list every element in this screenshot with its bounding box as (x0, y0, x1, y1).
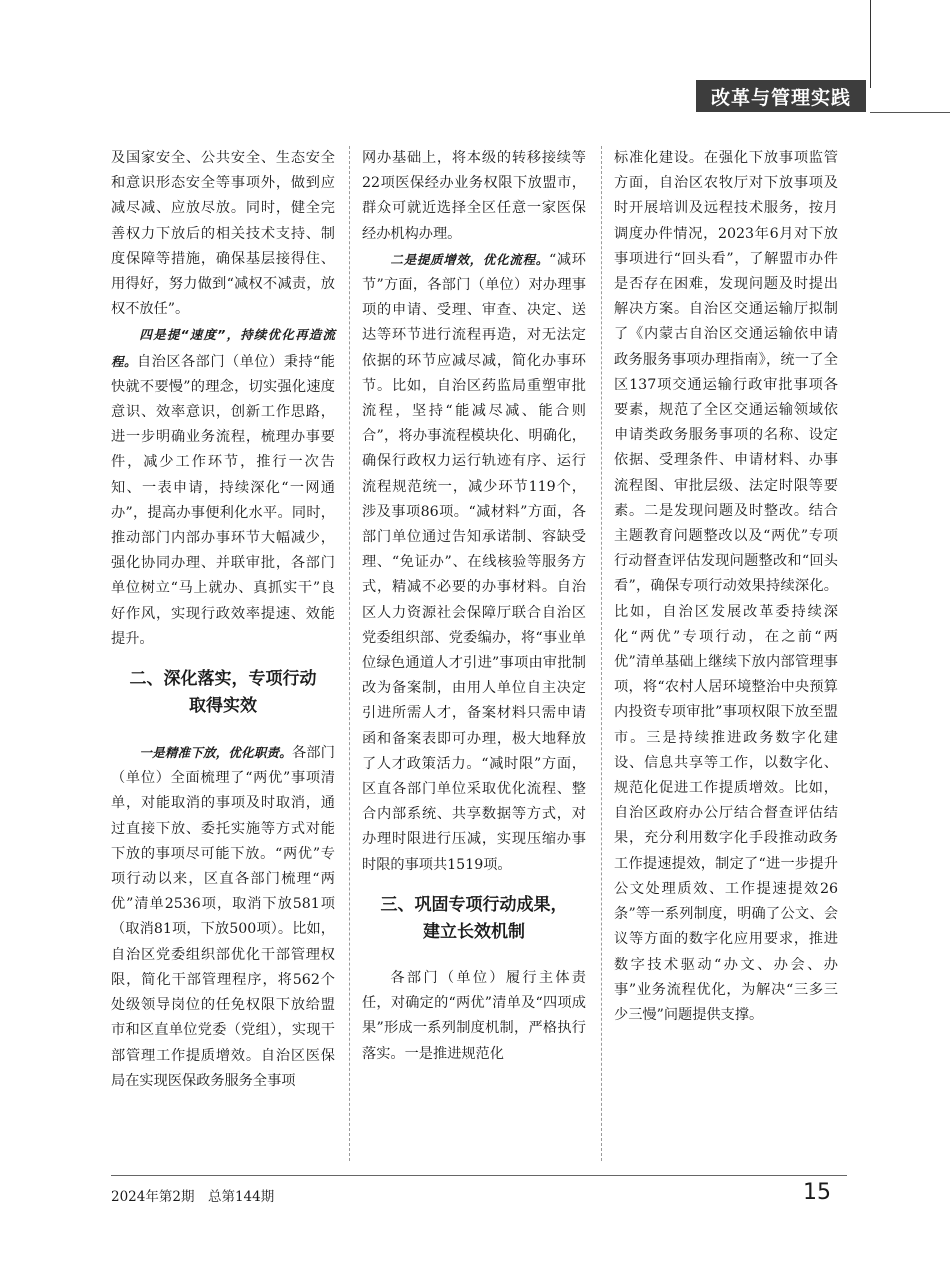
paragraph-body: 自治区各部门（单位）秉持“能快就不要慢”的理念，切实强化速度意识、效率意识，创新工作思路，进一步明确业务流程，梳理办事要件，减少工作环节，推行一次告知、一表申请，持续深化“一网通办”，提高办事便利化水平。同时，推动部门内部办事环节大幅减少，强化协同办理、并联审批，各部门单位树立“马上就办、真抓实干”良好作风，实现行政效率提速、效能提升。 (111, 353, 335, 647)
issue-info: 2024年第2期 总第144期 (111, 1189, 275, 1205)
paragraph: 各部门（单位）履行主体责任，对确定的“两优”清单及“四项成果”形成一系列制度机制，严格执行落实。一是推进规范化 (362, 969, 586, 1062)
section-heading-3 (362, 892, 586, 946)
heading-line: 二、深化落实，专项行动 (129, 669, 317, 690)
paragraph-lead: 二是提质增效，优化流程。 (390, 251, 549, 267)
article-column-1 (111, 146, 335, 1094)
page-number: 15 (803, 1180, 831, 1205)
paragraph-lead: 四是提“速度”，持续优化再造流程。 (111, 327, 335, 369)
section-banner: 改革与管理实践 (696, 80, 866, 112)
footer-rule (111, 1175, 847, 1176)
paragraph: 标准化建设。在强化下放事项监管方面，自治区农牧厅对下放事项及时开展培训及远程技术服务，按月调度办件情况，2023年6月对下放事项进行“回头看”，了解盟市办件是否存在困难，发现问题及时提出解决方案。自治区交通运输厅拟制了《内蒙古自治区交通运输依申请政务服务事项办理指南》，统一了全区137项交通运输行政审批事项各要素，规范了全区交通运输领域依申请类政务服务事项的名称、设定依据、受理条件、申请材料、办事流程图、审批层级、法定时限等要素。二是发现问题及时整改。结合主题教育问题整改以及“两优”专项行动督查评估发现问题整改和“回头看”，确保专项行动效果持续深化。比如，自治区发展改革委持续深化“两优”专项行动，在之前“两优”清单基础上继续下放内部管理事项，将“农村人居环境整治中央预算内投资专项审批”事项权限下放至盟市。三是持续推进政务数字化建设、信息共享等工作，以数字化、规范化促进工作提质增效。比如，自治区政府办公厅结合督查评估结果，充分利用数字化手段推动政务工作提速提效，制定了“进一步提升公文处理质效、工作提速提效26条”等一系列制度，明确了公文、会议等方面的数字化应用要求，推进数字技术驱动“办文、办会、办事”业务流程优化，为解决“三多三少三慢”问题提供支撑。 (614, 150, 838, 1023)
section-heading-2 (111, 666, 335, 720)
paragraph (111, 740, 335, 1094)
header-vertical-rule (870, 0, 871, 88)
article-column-2 (362, 146, 586, 1067)
paragraph-body: 各部门（单位）全面梳理了“两优”事项清单，对能取消的事项及时取消，通过直接下放、委托实施等方式对能下放的事项尽可能下放。“两优”专项行动以来，区直各部门梳理“两优”清单2536项，取消下放581项（取消81项，下放500项）。比如，自治区党委组织部优化干部管理权限，简化干部管理程序，将562个处级领导岗位的任免权限下放给盟市和区直单位党委（党组），实现干部管理工作提质增效。自治区医保局在实现医保政务服务全事项 (111, 745, 335, 1089)
paragraph-lead: 一是精准下放，优化职责。 (139, 745, 292, 761)
paragraph: 及国家安全、公共安全、生态安全和意识形态安全等事项外，做到应减尽减、应放尽放。同时，健全完善权力下放后的相关技术支持、制度保障等措施，确保基层接得住、用得好，努力做到“减权不减责，放权不放任”。 (111, 150, 335, 318)
paragraph-body: “减环节”方面，各部门（单位）对办理事项的申请、受理、审查、决定、送达等环节进行流程再造，对无法定依据的环节应减尽减，简化办事环节。比如，自治区药监局重塑审批流程，坚持“能减尽减、能合则合”，将办事流程模块化、明确化，确保行政权力运行轨迹有序、运行流程规范统一，减少环节119个，涉及事项86项。“减材料”方面，各部门单位通过告知承诺制、容缺受理、“免证办”、在线核验等服务方式，精减不必要的办事材料。自治区人力资源社会保障厅联合自治区党委组织部、党委编办，将“事业单位绿色通道人才引进”事项由审批制改为备案制，由用人单位自主决定引进所需人才，备案材料只需申请函和备案表即可办理，极大地释放了人才政策活力。“减时限”方面，区直各部门单位采取优化流程、整合内部系统、共享数据等方式，对办理时限进行压减，实现压缩办事时限的事项共1519项。 (362, 251, 586, 873)
header-horizontal-rule (870, 112, 950, 113)
heading-line: 建立长效机制 (423, 921, 525, 942)
column-divider (349, 146, 350, 1161)
paragraph (111, 322, 335, 652)
heading-line: 三、巩固专项行动成果， (380, 894, 568, 915)
heading-line: 取得实效 (189, 696, 257, 717)
column-divider (601, 146, 602, 1161)
paragraph: 网办基础上，将本级的转移接续等22项医保经办业务权限下放盟市，群众可就近选择全区任意一家医保经办机构办理。 (362, 150, 586, 242)
paragraph (362, 247, 586, 878)
article-column-3 (614, 146, 838, 1028)
